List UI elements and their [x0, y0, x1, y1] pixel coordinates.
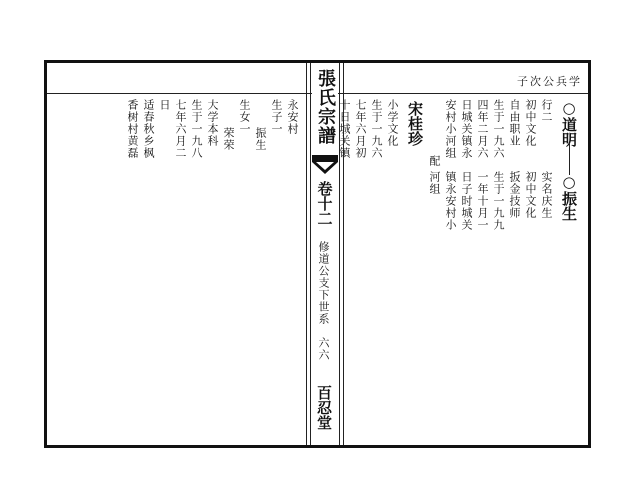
- text-col: 镇永安村小: [444, 171, 457, 231]
- text-col: 生女一: [238, 99, 251, 135]
- text-col: 初中文化: [524, 171, 537, 219]
- hall-name: 百忍堂: [315, 385, 333, 430]
- book-spine: [306, 63, 344, 445]
- text-col: 行二: [540, 99, 553, 123]
- text-col: 一年十月一: [476, 171, 489, 231]
- spine-title: 張氏宗譜: [312, 69, 338, 153]
- text-col: 安村小河组: [444, 99, 457, 159]
- text-col: 振生: [254, 127, 267, 151]
- text-col: 生于一九六: [370, 99, 383, 159]
- text-col: 永安村: [286, 99, 299, 135]
- text-col: 日子时城关: [460, 171, 473, 231]
- text-col: 日: [158, 99, 171, 111]
- text-col: 香树村黄磊: [126, 99, 139, 159]
- genealogy-page-frame: [44, 60, 591, 448]
- text-col: 小学文化: [386, 99, 399, 147]
- text-col: 实名庆生: [540, 171, 553, 219]
- text-col: 七年六月初: [354, 99, 367, 159]
- text-col: 生子一: [270, 99, 283, 135]
- text-col: 初中文化: [524, 99, 537, 147]
- name-dao-ming: ○道明: [560, 99, 578, 147]
- text-col: 适春秋乡枫: [142, 99, 155, 159]
- text-col: 大学本科: [206, 99, 219, 147]
- circle-marker-icon: ○: [560, 173, 578, 191]
- text-col: 四年二月六: [476, 99, 489, 159]
- spine-band: [312, 155, 338, 162]
- text-col: 生于一九六: [492, 99, 505, 159]
- text-col: 日城关镇永: [460, 99, 473, 159]
- header-note: 子次公兵学: [517, 75, 582, 88]
- fish-tail-icon: [312, 162, 338, 178]
- text-col: 七年六月二: [174, 99, 187, 159]
- volume-number: 卷十二: [315, 181, 334, 226]
- lineage-line: [569, 143, 570, 175]
- spouse-label: 配: [428, 155, 441, 167]
- spine-subtitle: 修道公支下世系 六六: [317, 241, 330, 361]
- spouse-name: 宋桂珍: [406, 101, 424, 146]
- text-col: 十日城关镇: [338, 99, 351, 159]
- circle-marker-icon: ○: [560, 99, 578, 117]
- text-col: 生于一九八: [190, 99, 203, 159]
- text-col: 河组: [428, 171, 441, 195]
- text-col: 荣荣: [222, 127, 235, 151]
- text-col: 自由职业: [508, 99, 521, 147]
- name-zhen-sheng: ○振生: [560, 173, 578, 221]
- text-col: 扳金技师: [508, 171, 521, 219]
- text-col: 生于一九九: [492, 171, 505, 231]
